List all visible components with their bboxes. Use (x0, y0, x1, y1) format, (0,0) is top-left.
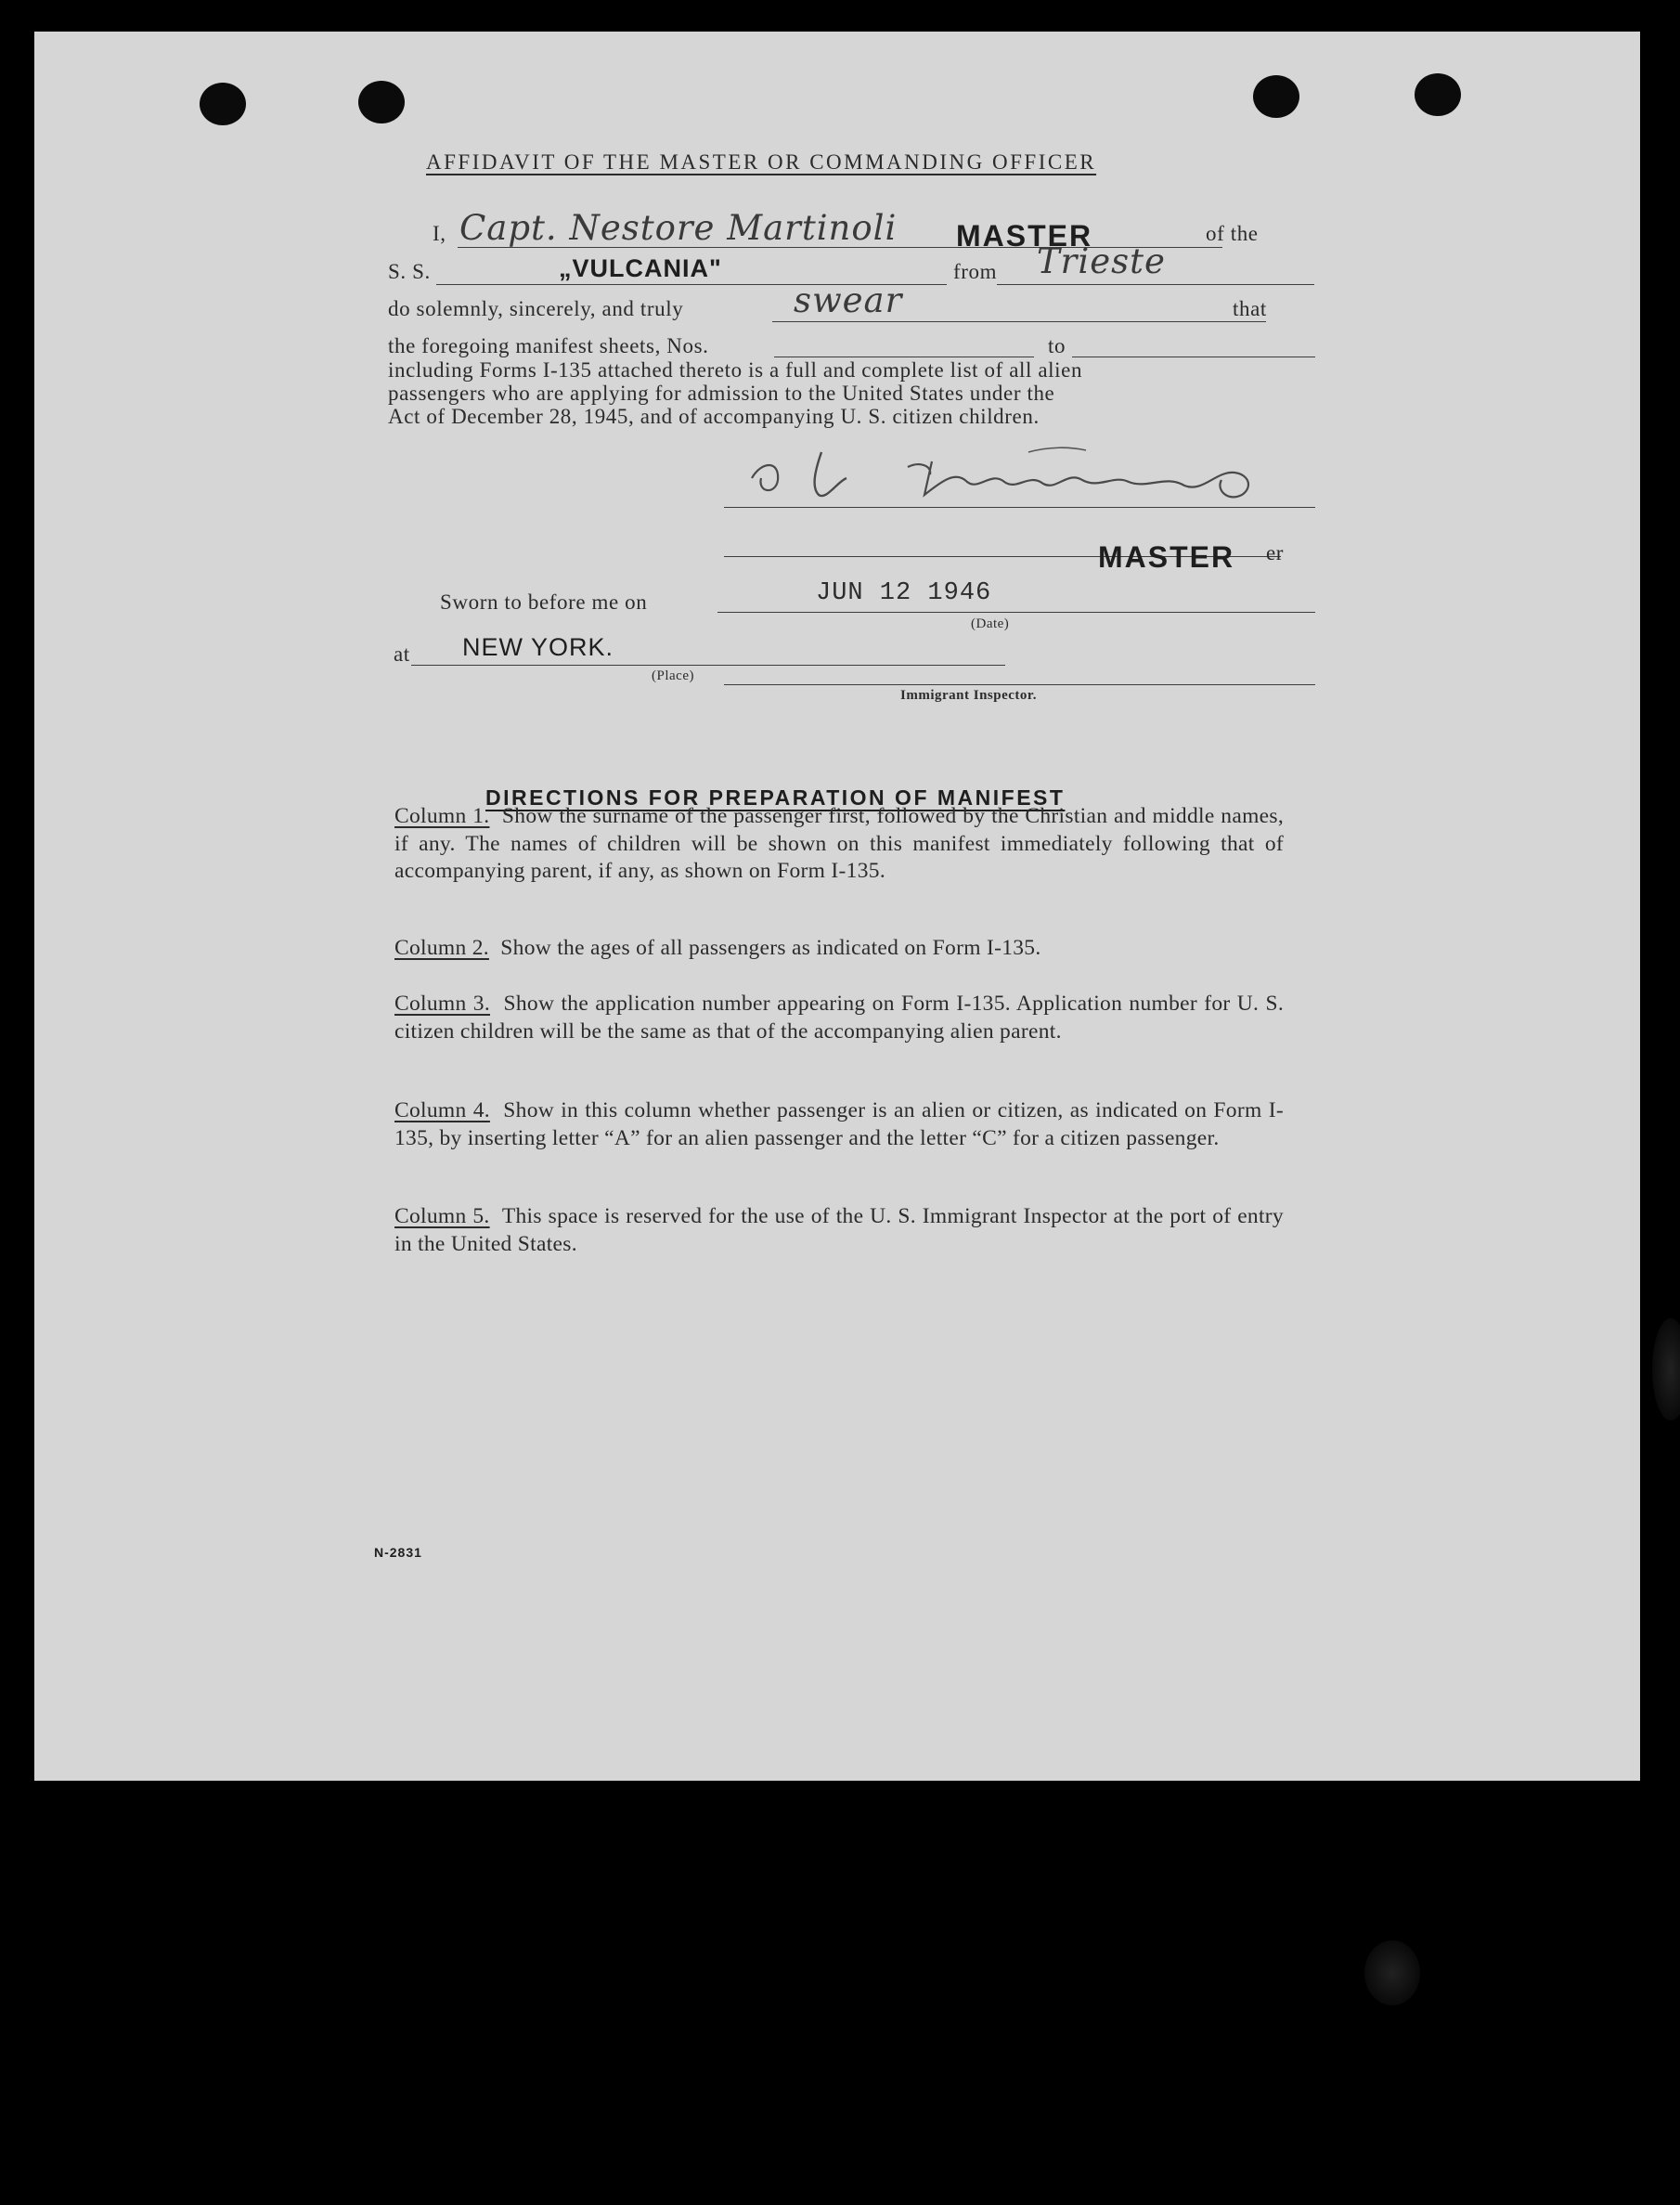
direction-column-3 (394, 991, 1284, 1045)
line3-prefix: do solemnly, sincerely, and truly (388, 297, 684, 320)
line2-prefix: S. S. (388, 260, 431, 283)
affidavit-body-line: Act of December 28, 1945, and of accompanying U. S. citizen children. (388, 405, 1040, 428)
at-prefix: at (394, 642, 410, 666)
master-caption-tail: er (1266, 541, 1285, 564)
master-name-handwritten: Capt. Nestore Martinoli (459, 208, 898, 248)
column-label: Column 5. (394, 1204, 490, 1228)
signature-rule (724, 507, 1315, 508)
scan-artifact (1652, 1318, 1680, 1420)
affidavit-body-line: passengers who are applying for admission to the United States under the (388, 382, 1055, 405)
column-instruction: Show in this column whether passenger is an alien or citizen, as indicated on Form I-135, by inserting letter “A” for an alien passenger and the letter “C” for a citizen passenger. (394, 1098, 1284, 1150)
date-rule (717, 612, 1315, 613)
affidavit-title: AFFIDAVIT OF THE MASTER OR COMMANDING OFFICER (426, 150, 1097, 174)
scan-artifact (1364, 1940, 1420, 2005)
place-caption: (Place) (652, 668, 694, 683)
line3-suffix: that (1233, 297, 1267, 320)
sworn-date-stamp: JUN 12 1946 (816, 579, 992, 607)
port-rule (997, 284, 1314, 285)
direction-column-1 (394, 803, 1284, 886)
line1-prefix: I, (433, 222, 446, 245)
oath-rule (772, 321, 1266, 322)
column-label: Column 2. (394, 936, 489, 960)
punch-hole (358, 81, 405, 123)
master-stamp: MASTER (956, 219, 1093, 253)
column-instruction: Show the ages of all passengers as indicated on Form I-135. (500, 936, 1041, 960)
line1-suffix: of the (1206, 222, 1259, 245)
column-label: Column 4. (394, 1098, 490, 1122)
master-signature (733, 434, 1281, 508)
inspector-caption: Immigrant Inspector. (900, 688, 1037, 703)
column-instruction: This space is reserved for the use of the U. S. Immigrant Inspector at the port of entry in the United States. (394, 1204, 1284, 1256)
direction-column-2 (394, 935, 1284, 963)
inspector-rule (724, 684, 1315, 685)
line4-to: to (1048, 334, 1066, 357)
punch-hole (1253, 75, 1299, 118)
date-caption: (Date) (971, 616, 1010, 631)
line2-from: from (953, 260, 998, 283)
sworn-prefix: Sworn to before me on (440, 590, 648, 614)
direction-column-4 (394, 1097, 1284, 1152)
form-sheet (34, 32, 1640, 1781)
column-instruction: Show the application number appearing on Form I-135. Application number for U. S. citizen children will be the same as that of the accompanying alien parent. (394, 992, 1284, 1044)
master-title-stamp: MASTER (1098, 540, 1235, 574)
direction-column-5 (394, 1203, 1284, 1258)
place-stamp: NEW YORK. (462, 633, 614, 661)
oath-handwritten: swear (794, 280, 903, 320)
line4-prefix: the foregoing manifest sheets, Nos. (388, 334, 709, 357)
place-rule (411, 665, 1005, 666)
ship-name-stamp: „VULCANIA" (559, 254, 722, 282)
affidavit-body-line: including Forms I-135 attached thereto is a full and complete list of all alien (388, 358, 1083, 382)
directions-heading: DIRECTIONS FOR PREPARATION OF MANIFEST (485, 785, 1066, 810)
form-number: N-2831 (374, 1545, 422, 1560)
column-label: Column 3. (394, 992, 490, 1016)
punch-hole (1415, 73, 1461, 116)
punch-hole (200, 83, 246, 125)
column-instruction: Show the surname of the passenger first, followed by the Christian and middle names, if any. The names of children will be shown on this manifest immediately following that of accompanying parent, if any, as shown on Form I-135. (394, 804, 1284, 883)
port-handwritten: Trieste (1037, 241, 1166, 281)
column-label: Column 1. (394, 804, 490, 828)
